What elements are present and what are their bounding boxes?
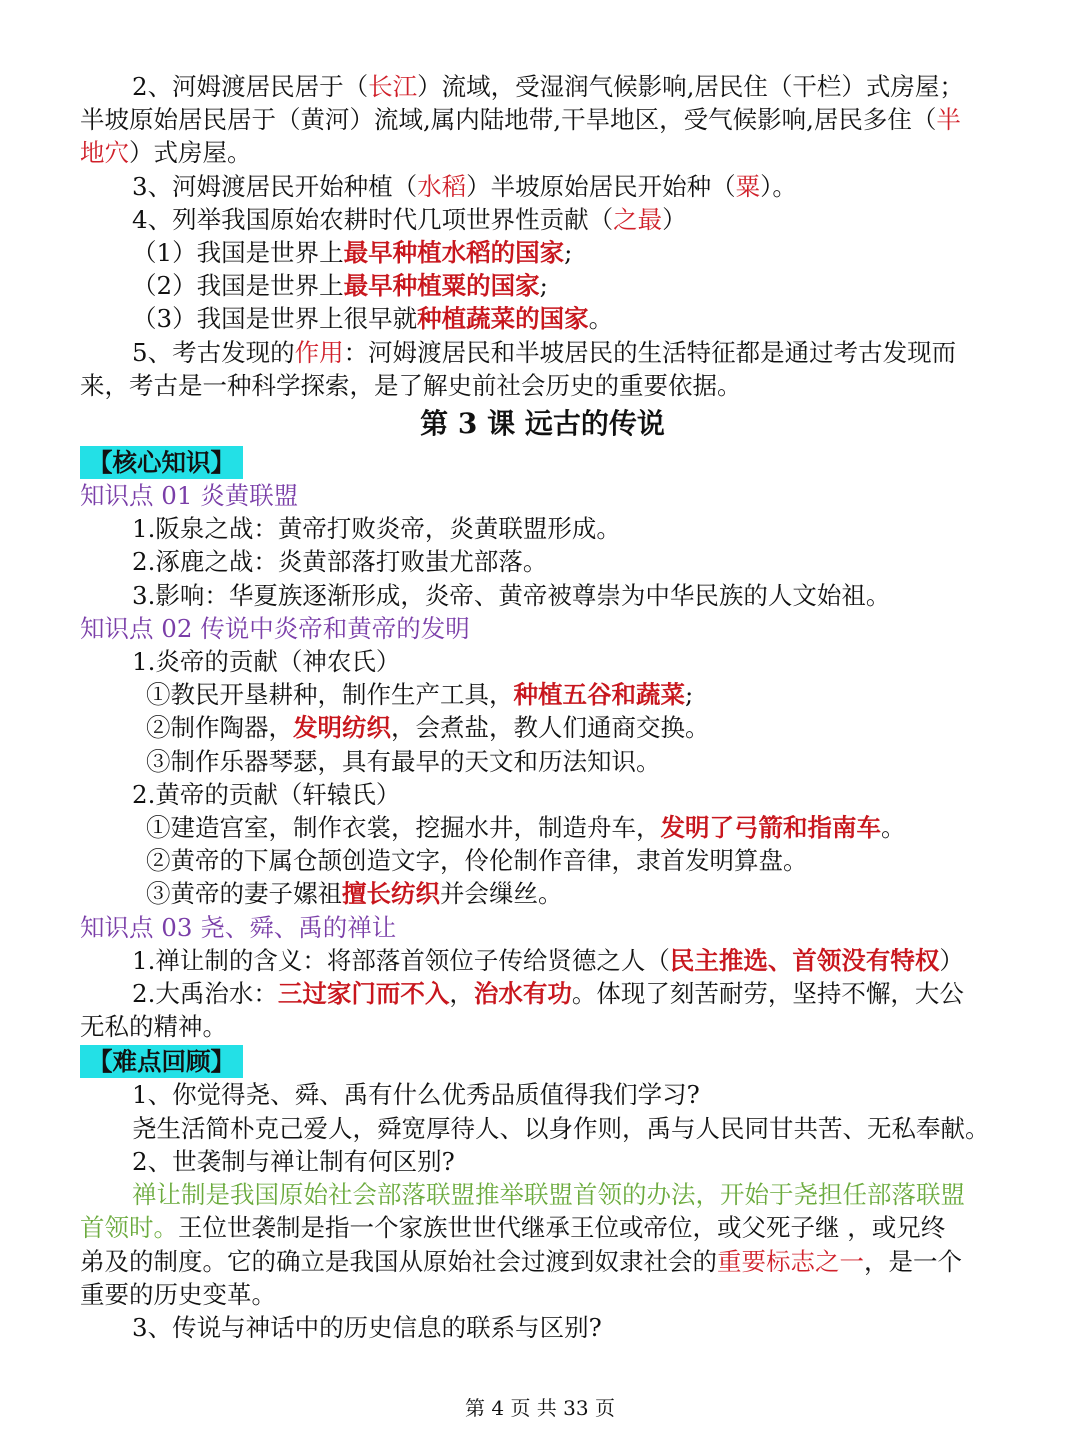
answer: 禅让制是我国原始社会部落联盟推举联盟首领的办法，开始于尧担任部落联盟 [132,1180,965,1210]
highlight-text: 最早种植粟的国家 [343,271,540,301]
list-item [80,236,1005,269]
knowledge-point-heading: 知识点 01 炎黄联盟 [80,481,299,511]
highlight-text: 种植蔬菜的国家 [417,304,589,334]
highlight-text: 种植五谷和蔬菜 [513,680,685,710]
answer [80,1211,1005,1244]
text: 1.禅让制的含义：将部落首领位子传给贤德之人（ [132,945,670,975]
question: 2、世袭制与禅让制有何区别? [132,1146,455,1176]
question: 1、你觉得尧、舜、禹有什么优秀品质值得我们学习? [132,1080,700,1110]
highlight-text: 作用 [294,337,344,367]
paragraph-line: 无私的精神。 [80,1012,227,1042]
highlight-text: 长江 [368,72,418,101]
knowledge-point-heading: 知识点 03 尧、舜、禹的禅让 [80,912,397,942]
text: ，是一个 [864,1246,962,1276]
text: ）半坡原始居民开始种（ [466,171,736,201]
text: ; [564,238,573,268]
list-item [80,269,1005,302]
list-item: 2.黄帝的贡献（轩辕氏） [132,779,401,809]
text: ; [685,680,694,710]
list-item [80,711,1005,744]
highlight-text: 水稻 [417,171,467,201]
answer: 重要的历史变革。 [80,1279,276,1309]
highlight-text: 民主推选、首领没有特权 [669,945,940,975]
text: ，会煮盐，教人们通商交换。 [391,713,710,743]
text: 王位世袭制是指一个家族世世代继承王位或帝位，或父死子继 ，或兄终 [178,1213,946,1243]
text: 。 [588,304,614,334]
text: （1）我国是世界上 [132,238,344,268]
list-item [80,302,1005,335]
text: ， [449,979,474,1009]
paragraph-line [80,203,1005,236]
list-item: 3.影响：华夏族逐渐形成，炎帝、黄帝被尊崇为中华民族的人文始祖。 [132,580,891,610]
highlight-text: 擅长纺织 [342,879,440,909]
text: ）。 [760,171,797,201]
highlight-text: 发明纺织 [293,713,391,743]
text: （3）我国是世界上很早就 [132,304,418,334]
list-item: 1.阪泉之战：黄帝打败炎帝，炎黄联盟形成。 [132,514,621,544]
list-item [80,678,1005,711]
list-item [80,811,1005,844]
page-footer: 第 4 页 共 33 页 [465,1396,615,1420]
text: 弟及的制度。它的确立是我国从原始社会过渡到奴隶社会的 [80,1246,717,1276]
text: （2）我国是世界上 [132,271,344,301]
list-item [80,977,1005,1010]
text: ; [539,271,548,301]
green-text: 首领时。 [80,1213,178,1243]
text: ）流域，受湿润气候影响,居民住（干栏）式房屋； [417,72,964,101]
text: ） [662,204,687,234]
highlight-text: 重要标志之一 [717,1246,864,1276]
list-item: ②黄帝的下属仓颉创造文字，伶伦制作音律，隶首发明算盘。 [146,846,808,876]
list-item: ③制作乐器琴瑟，具有最早的天文和历法知识。 [146,746,661,776]
highlight-text: 治水有功 [473,979,572,1009]
lesson-title: 第 3 课 远古的传说 [420,407,665,441]
paragraph-line: 来，考古是一种科学探索，是了解史前社会历史的重要依据。 [80,370,742,400]
list-item: 2.涿鹿之战：炎黄部落打败蚩尤部落。 [132,547,548,577]
highlight-text: 地穴 [80,138,129,168]
text: ：河姆渡居民和半坡居民的生活特征都是通过考古发现而 [343,337,957,367]
paragraph-line [80,170,1005,203]
list-item [80,944,1005,977]
highlight-text: 三过家门而不入 [277,979,450,1009]
list-item: 1.炎帝的贡献（神农氏） [132,647,401,677]
highlight-text: 粟 [735,171,761,201]
question: 3、传说与神话中的历史信息的联系与区别? [132,1312,602,1342]
paragraph-line [80,336,1005,369]
text: ①建造宫室，制作衣裳，挖掘水井，制造舟车， [146,813,661,843]
section-tag-difficult: 【难点回顾】 [80,1045,243,1078]
text: 。体现了刻苦耐劳，坚持不懈，大公 [571,979,964,1009]
text: 4、列举我国原始农耕时代几项世界性贡献（ [132,204,614,234]
paragraph-line [80,103,1005,136]
text: ②制作陶器， [146,713,293,743]
paragraph-line [80,136,1005,169]
section-tag-core: 【核心知识】 [80,446,243,479]
knowledge-point-heading: 知识点 02 传说中炎帝和黄帝的发明 [80,613,470,643]
text: 3、河姆渡居民开始种植（ [132,171,418,201]
paragraph-line [80,70,1005,103]
text: 5、考古发现的 [132,337,295,367]
highlight-text: 最早种植水稻的国家 [343,238,565,268]
text: ）式房屋。 [129,138,252,168]
page-content [80,70,1005,1344]
text: 半坡原始居民居于（黄河）流域,属内陆地带,干旱地区，受气候影响,居民多住（ [80,105,937,135]
text: 2.大禹治水： [132,979,278,1009]
text: ） [939,945,964,975]
text: ③黄帝的妻子嫘祖 [146,879,342,909]
text: 并会缫丝。 [440,879,563,909]
text: 2、河姆渡居民居于（ [132,72,369,101]
highlight-text: 之最 [613,204,663,234]
answer [80,1245,1005,1278]
list-item [80,877,1005,910]
answer: 尧生活简朴克己爱人，舜宽厚待人、以身作则，禹与人民同甘共苦、无私奉献。 [132,1113,990,1143]
text: 。 [881,813,906,843]
highlight-text: 发明了弓箭和指南车 [660,813,881,843]
text: ①教民开垦耕种，制作生产工具， [146,680,514,710]
highlight-text: 半 [936,105,961,135]
